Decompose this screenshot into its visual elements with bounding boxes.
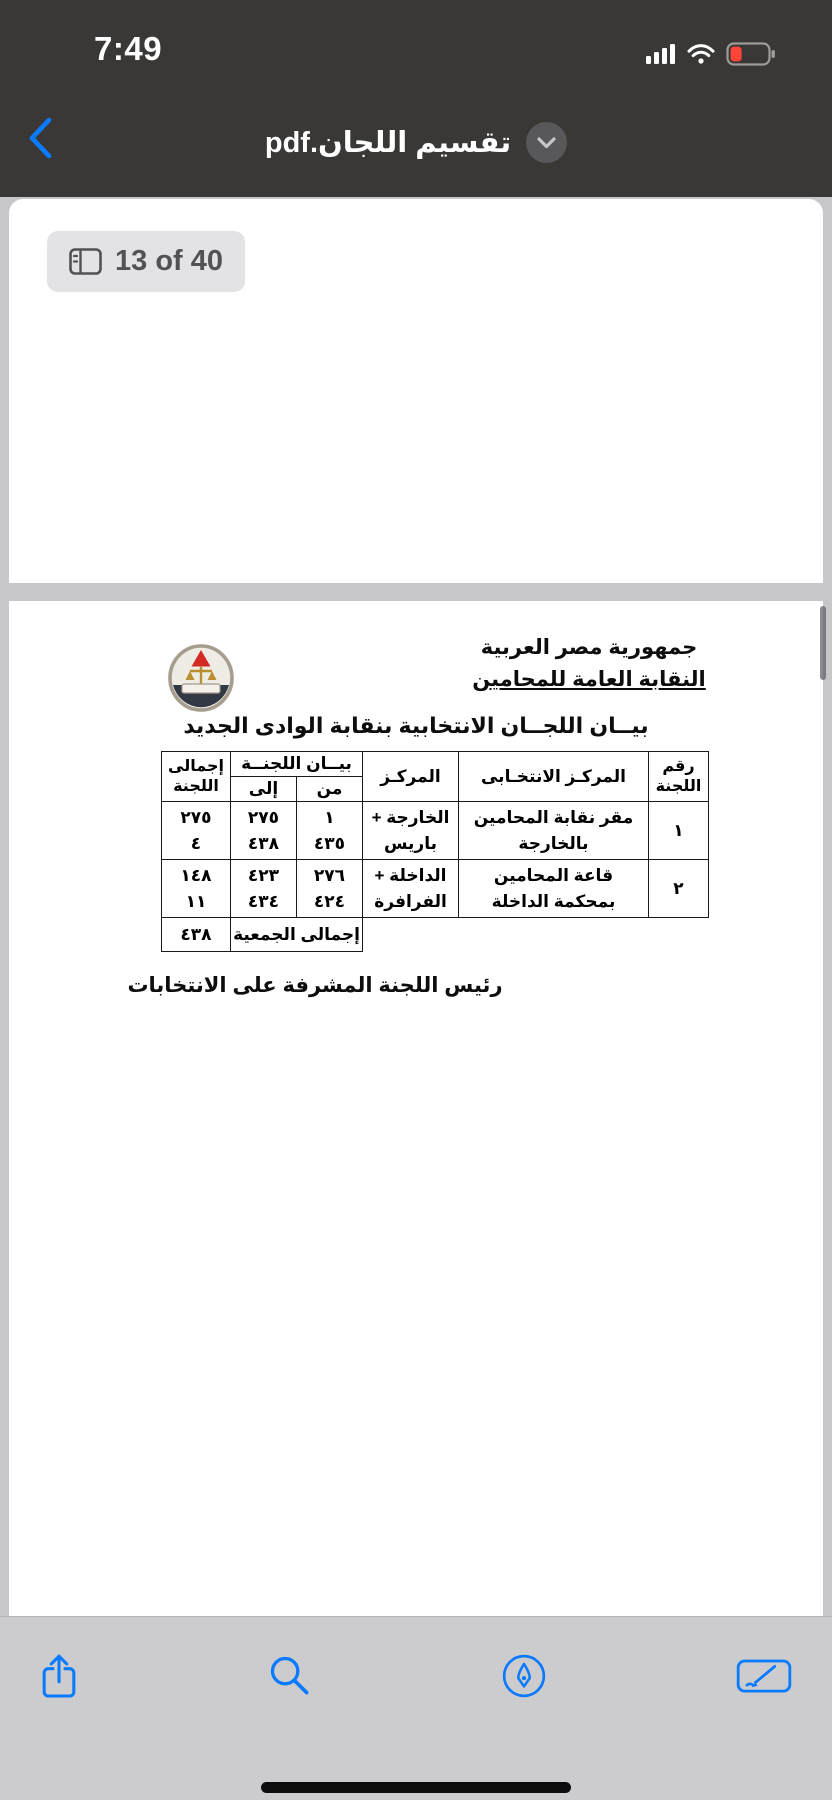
cellular-signal-icon	[646, 43, 676, 65]
filename-menu-button[interactable]	[526, 122, 567, 163]
from-values: ٢٧٦ ٤٢٤	[297, 860, 363, 918]
country-line: جمهورية مصر العربية	[480, 636, 698, 659]
document-header	[437, 635, 741, 692]
table-row	[162, 860, 709, 918]
top-chrome	[0, 0, 832, 197]
to-values: ٢٧٥ ٤٣٨	[231, 802, 297, 860]
wifi-icon	[687, 44, 715, 65]
bottom-toolbar	[0, 1616, 832, 1800]
committee-no: ١	[649, 802, 709, 860]
share-button[interactable]	[40, 1653, 78, 1704]
table-footer-row	[162, 918, 709, 952]
search-icon	[267, 1653, 311, 1697]
total-values: ١٤٨ ١١	[162, 860, 231, 918]
file-title: تقسيم اللجان.pdf	[264, 127, 512, 159]
pdf-page-13	[9, 601, 823, 1616]
assembly-total-label: إجمالى الجمعية	[231, 918, 363, 952]
col-header-statement: بيــان اللجنــة	[231, 752, 363, 777]
signature-button[interactable]	[736, 1653, 792, 1700]
electoral-center: مقر نقابة المحامين بالخارجة	[459, 802, 649, 860]
col-header-center: المركـز	[363, 752, 459, 802]
lawyers-syndicate-emblem	[165, 639, 237, 715]
assembly-total-value: ٤٣٨	[162, 918, 231, 952]
document-heading: بيــان اللجــان الانتخابية بنقابة الوادى الجديد	[183, 713, 649, 738]
to-values: ٤٢٣ ٤٣٤	[231, 860, 297, 918]
page-indicator-label: 13 of 40	[115, 245, 223, 277]
committee-no: ٢	[649, 860, 709, 918]
col-header-electoral-center: المركـز الانتخـابى	[459, 752, 649, 802]
signature-form-icon	[736, 1653, 792, 1697]
from-values: ١ ٤٣٥	[297, 802, 363, 860]
markup-pen-icon	[501, 1653, 547, 1699]
center: الداخلة + الفرافرة	[363, 860, 459, 918]
markup-button[interactable]	[501, 1653, 547, 1702]
chevron-down-icon	[537, 137, 556, 149]
col-header-to: إلى	[231, 777, 297, 802]
status-icons	[646, 42, 776, 66]
page-thumbnails-icon	[69, 248, 102, 275]
center: الخارجة + باريس	[363, 802, 459, 860]
col-header-from: من	[297, 777, 363, 802]
home-indicator[interactable]	[261, 1782, 571, 1793]
battery-icon	[726, 42, 776, 66]
search-button[interactable]	[267, 1653, 311, 1700]
pdf-page-12	[9, 199, 823, 583]
nav-title-group	[0, 122, 832, 163]
organization-line: النقابة العامة للمحامين	[472, 668, 706, 691]
page-indicator-badge[interactable]	[47, 231, 245, 292]
col-header-committee-no: رقم اللجنة	[649, 752, 709, 802]
total-values: ٢٧٥ ٤	[162, 802, 231, 860]
electoral-center: قاعة المحامين بمحكمة الداخلة	[459, 860, 649, 918]
table-row	[162, 802, 709, 860]
committees-table	[161, 751, 709, 952]
share-icon	[40, 1653, 78, 1701]
signature-line: رئيس اللجنة المشرفة على الانتخابات	[127, 974, 503, 997]
status-time: 7:49	[94, 30, 163, 67]
col-header-total: إجمالى اللجنة	[162, 752, 231, 802]
scrollbar[interactable]	[820, 606, 826, 680]
